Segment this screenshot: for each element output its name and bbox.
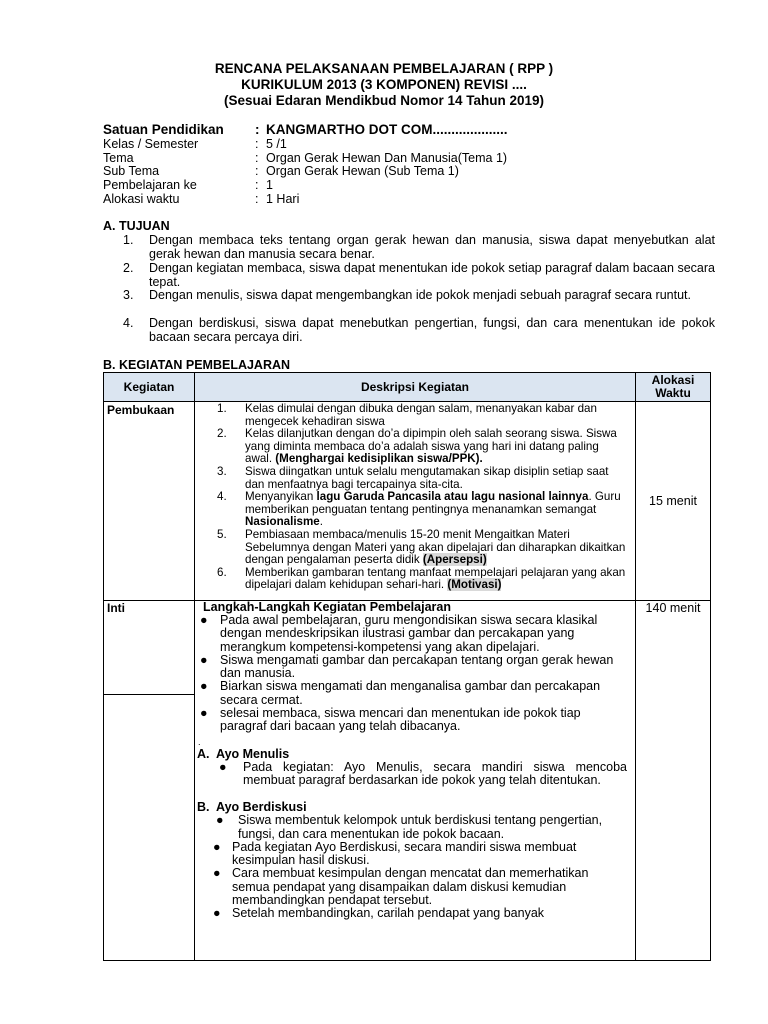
identity-label: Satuan Pendidikan bbox=[103, 122, 224, 137]
ayo-berdiskusi-list bbox=[195, 814, 635, 920]
item-text: Pada kegiatan: Ayo Menulis, secara mandiri siswa mencoba membuat paragraf berdasarkan ide pokok yang telah ditentukan. bbox=[243, 759, 627, 787]
table-header-row bbox=[104, 373, 711, 402]
item-text: Setelah membandingkan, carilah pendapat yang banyak bbox=[232, 906, 545, 921]
identity-value: Organ Gerak Hewan (Sub Tema 1) bbox=[266, 164, 459, 178]
identity-value: Organ Gerak Hewan Dan Manusia(Tema 1) bbox=[266, 151, 508, 165]
identity-value: 1 bbox=[266, 178, 273, 192]
tujuan-item bbox=[123, 317, 715, 344]
list-item bbox=[195, 907, 627, 920]
list-item bbox=[195, 567, 629, 592]
identity-value: 5 /1 bbox=[266, 137, 287, 151]
list-item bbox=[195, 867, 627, 907]
tujuan-num: 2. bbox=[123, 261, 134, 275]
doc-title-line2: KURIKULUM 2013 (3 KOMPONEN) REVISI .... bbox=[241, 77, 527, 92]
item-text: Siswa membentuk kelompok untuk berdiskusi tentang pengertian, fungsi, dan cara menentukan ide pokok bacaan. bbox=[238, 813, 603, 841]
item-text: Pembiasaan membaca/menulis 15-20 menit Mengaitkan Materi Sebelumnya dengan Materi yang akan dipelajari dan diharapkan dikaitkan dengan pengalaman peserta didik bbox=[245, 527, 626, 567]
item-text: . Guru memberikan penguatan tentang pentingnya menanamkan semangat bbox=[245, 490, 621, 516]
bullet-icon: ● bbox=[219, 759, 227, 774]
subheading-num: A. bbox=[197, 746, 210, 761]
cell-deskripsi-pembukaan bbox=[195, 402, 636, 601]
doc-title-line1: RENCANA PELAKSANAAN PEMBELAJARAN ( RPP ) bbox=[214, 61, 554, 76]
list-item bbox=[195, 428, 629, 466]
list-item bbox=[195, 466, 629, 491]
identity-label: Sub Tema bbox=[103, 164, 160, 178]
list-item bbox=[195, 403, 629, 428]
list-item bbox=[195, 814, 627, 841]
subheading-ayo-menulis bbox=[195, 747, 635, 761]
pembukaan-list bbox=[195, 403, 635, 592]
bullet-icon: ● bbox=[213, 866, 221, 881]
tujuan-text: Dengan kegiatan membaca, siswa dapat menentukan ide pokok setiap paragraf dalam bacaan secara tepat. bbox=[149, 261, 715, 289]
section-heading-tujuan: A. TUJUAN bbox=[103, 219, 170, 233]
identity-value: 1 Hari bbox=[266, 192, 300, 206]
table-row-pembukaan bbox=[104, 402, 711, 601]
list-item bbox=[195, 761, 627, 788]
item-text: Menyanyikan bbox=[245, 490, 317, 504]
inti-label: Inti bbox=[107, 601, 125, 615]
subheading-title: Ayo Menulis bbox=[216, 746, 290, 761]
bullet-icon: ● bbox=[213, 906, 221, 921]
list-item bbox=[195, 491, 629, 529]
tujuan-text: Dengan berdiskusi, siswa dapat menebutkan pengertian, fungsi, dan cara menentukan ide pokok bacaan secara percaya diri. bbox=[149, 316, 715, 344]
identity-colon: : bbox=[255, 164, 259, 178]
subheading-num: B. bbox=[197, 800, 210, 815]
item-text: Kelas dimulai dengan dibuka dengan salam, menanyakan kabar dan mengecek kehadiran siswa bbox=[245, 402, 597, 428]
cell-alokasi-pembukaan: 15 menit bbox=[636, 402, 711, 601]
ayo-menulis-list bbox=[195, 761, 635, 788]
col-header-alokasi: Alokasi Waktu bbox=[636, 373, 711, 402]
list-item bbox=[195, 654, 629, 681]
cell-divider bbox=[104, 694, 194, 695]
item-bold-text: (Menghargai kedisiplikan siswa/PPK). bbox=[275, 452, 483, 466]
identity-colon: : bbox=[255, 178, 259, 192]
item-num: 3. bbox=[217, 464, 227, 478]
identity-colon: : bbox=[255, 122, 260, 137]
bullet-icon: ● bbox=[200, 706, 208, 721]
list-item bbox=[195, 841, 627, 868]
bullet-icon: ● bbox=[200, 652, 208, 667]
tujuan-text: Dengan membaca teks tentang organ gerak hewan dan manusia, siswa dapat menyebutkan alat gerak hewan dan manusia secara benar. bbox=[149, 233, 715, 261]
section-heading-kegiatan: B. KEGIATAN PEMBELAJARAN bbox=[103, 358, 291, 372]
item-text: . bbox=[319, 515, 323, 529]
item-text: Kelas dilanjutkan dengan do’a dipimpin oleh salah seorang siswa. Siswa yang diminta membaca do’a adalah siswa yang hari ini datang paling awal. bbox=[245, 427, 617, 466]
item-text: Siswa diingatkan untuk selalu mengutamakan sikap disiplin setiap saat dan menfaatnya bagi tercapainya sita-cita. bbox=[245, 464, 609, 491]
list-item bbox=[195, 707, 629, 734]
identity-label: Kelas / Semester bbox=[103, 137, 199, 151]
tujuan-item bbox=[123, 289, 715, 303]
cell-label-inti bbox=[104, 601, 195, 961]
col-header-kegiatan: Kegiatan bbox=[104, 373, 195, 402]
col-header-deskripsi: Deskripsi Kegiatan bbox=[195, 373, 636, 402]
doc-title-line3: (Sesuai Edaran Mendikbud Nomor 14 Tahun 2019) bbox=[223, 93, 545, 108]
item-num: 1. bbox=[217, 402, 227, 415]
stray-mark: . bbox=[198, 736, 201, 747]
bullet-icon: ● bbox=[216, 813, 224, 828]
item-bold-text: lagu Garuda Pancasila atau lagu nasional lainnya bbox=[316, 490, 589, 504]
identity-colon: : bbox=[255, 137, 259, 151]
bullet-icon: ● bbox=[200, 613, 208, 627]
item-text: Cara membuat kesimpulan dengan mencatat dan memerhatikan semua pendapat yang disampaikan dalam diskusi kemudian membandingkan pendapat tersebut. bbox=[232, 866, 589, 908]
tujuan-num: 3. bbox=[123, 288, 134, 302]
list-item bbox=[195, 529, 629, 567]
identity-colon: : bbox=[255, 192, 259, 206]
inti-bullet-list bbox=[195, 614, 635, 734]
list-item bbox=[195, 680, 629, 707]
item-text: Biarkan siswa mengamati dan menganalisa gambar dan percakapan secara cermat. bbox=[220, 679, 601, 707]
subheading-title: Ayo Berdiskusi bbox=[216, 800, 307, 815]
item-text: Siswa mengamati gambar dan percakapan tentang organ gerak hewan dan manusia. bbox=[220, 652, 614, 681]
item-num: 6. bbox=[217, 565, 227, 579]
identity-value: KANGMARTHO DOT COM.................... bbox=[266, 122, 508, 137]
item-bold-text: Nasionalisme bbox=[245, 515, 320, 529]
item-num: 4. bbox=[217, 490, 227, 504]
tujuan-num: 1. bbox=[123, 233, 134, 247]
bullet-icon: ● bbox=[200, 679, 208, 694]
tujuan-item bbox=[123, 262, 715, 289]
kegiatan-table bbox=[103, 372, 711, 961]
item-text: Memberikan gambaran tentang manfaat mempelajari pelajaran yang akan dipelajari dalam kehidupan sehari-hari. bbox=[245, 565, 626, 592]
inti-heading: Langkah-Langkah Kegiatan Pembelajaran bbox=[203, 600, 451, 614]
cell-alokasi-inti: 140 menit bbox=[636, 601, 711, 961]
table-row-inti bbox=[104, 601, 711, 961]
tujuan-text: Dengan menulis, siswa dapat mengembangkan ide pokok menjadi sebuah paragraf secara runtut. bbox=[149, 288, 691, 302]
identity-label: Tema bbox=[103, 151, 134, 165]
item-num: 5. bbox=[217, 527, 227, 541]
list-item bbox=[195, 614, 629, 654]
item-text: Pada awal pembelajaran, guru mengondisikan siswa secara klasikal dengan mendeskripsikan ilustrasi gambar dan percakapan yang merangkum kompetensi-kompetensi yang akan dipelajari. bbox=[220, 613, 598, 654]
item-text: selesai membaca, siswa mencari dan menentukan ide pokok tiap paragraf dari bacaan yang telah dibacanya. bbox=[220, 706, 581, 734]
highlight-tag: (Motivasi) bbox=[447, 578, 502, 592]
item-text: Pada kegiatan Ayo Berdiskusi, secara mandiri siswa membuat kesimpulan hasil diskusi. bbox=[232, 839, 577, 868]
identity-colon: : bbox=[255, 151, 259, 165]
item-num: 2. bbox=[217, 427, 227, 441]
highlight-tag: (Apersepsi) bbox=[422, 553, 487, 567]
identity-label: Alokasi waktu bbox=[103, 192, 180, 206]
tujuan-num: 4. bbox=[123, 316, 134, 330]
cell-deskripsi-inti bbox=[195, 601, 636, 961]
identity-label: Pembelajaran ke bbox=[103, 178, 197, 192]
tujuan-item bbox=[123, 234, 715, 261]
bullet-icon: ● bbox=[213, 839, 221, 854]
spacer bbox=[195, 787, 635, 800]
subheading-ayo-berdiskusi bbox=[195, 800, 635, 814]
cell-label-pembukaan: Pembukaan bbox=[104, 402, 195, 601]
